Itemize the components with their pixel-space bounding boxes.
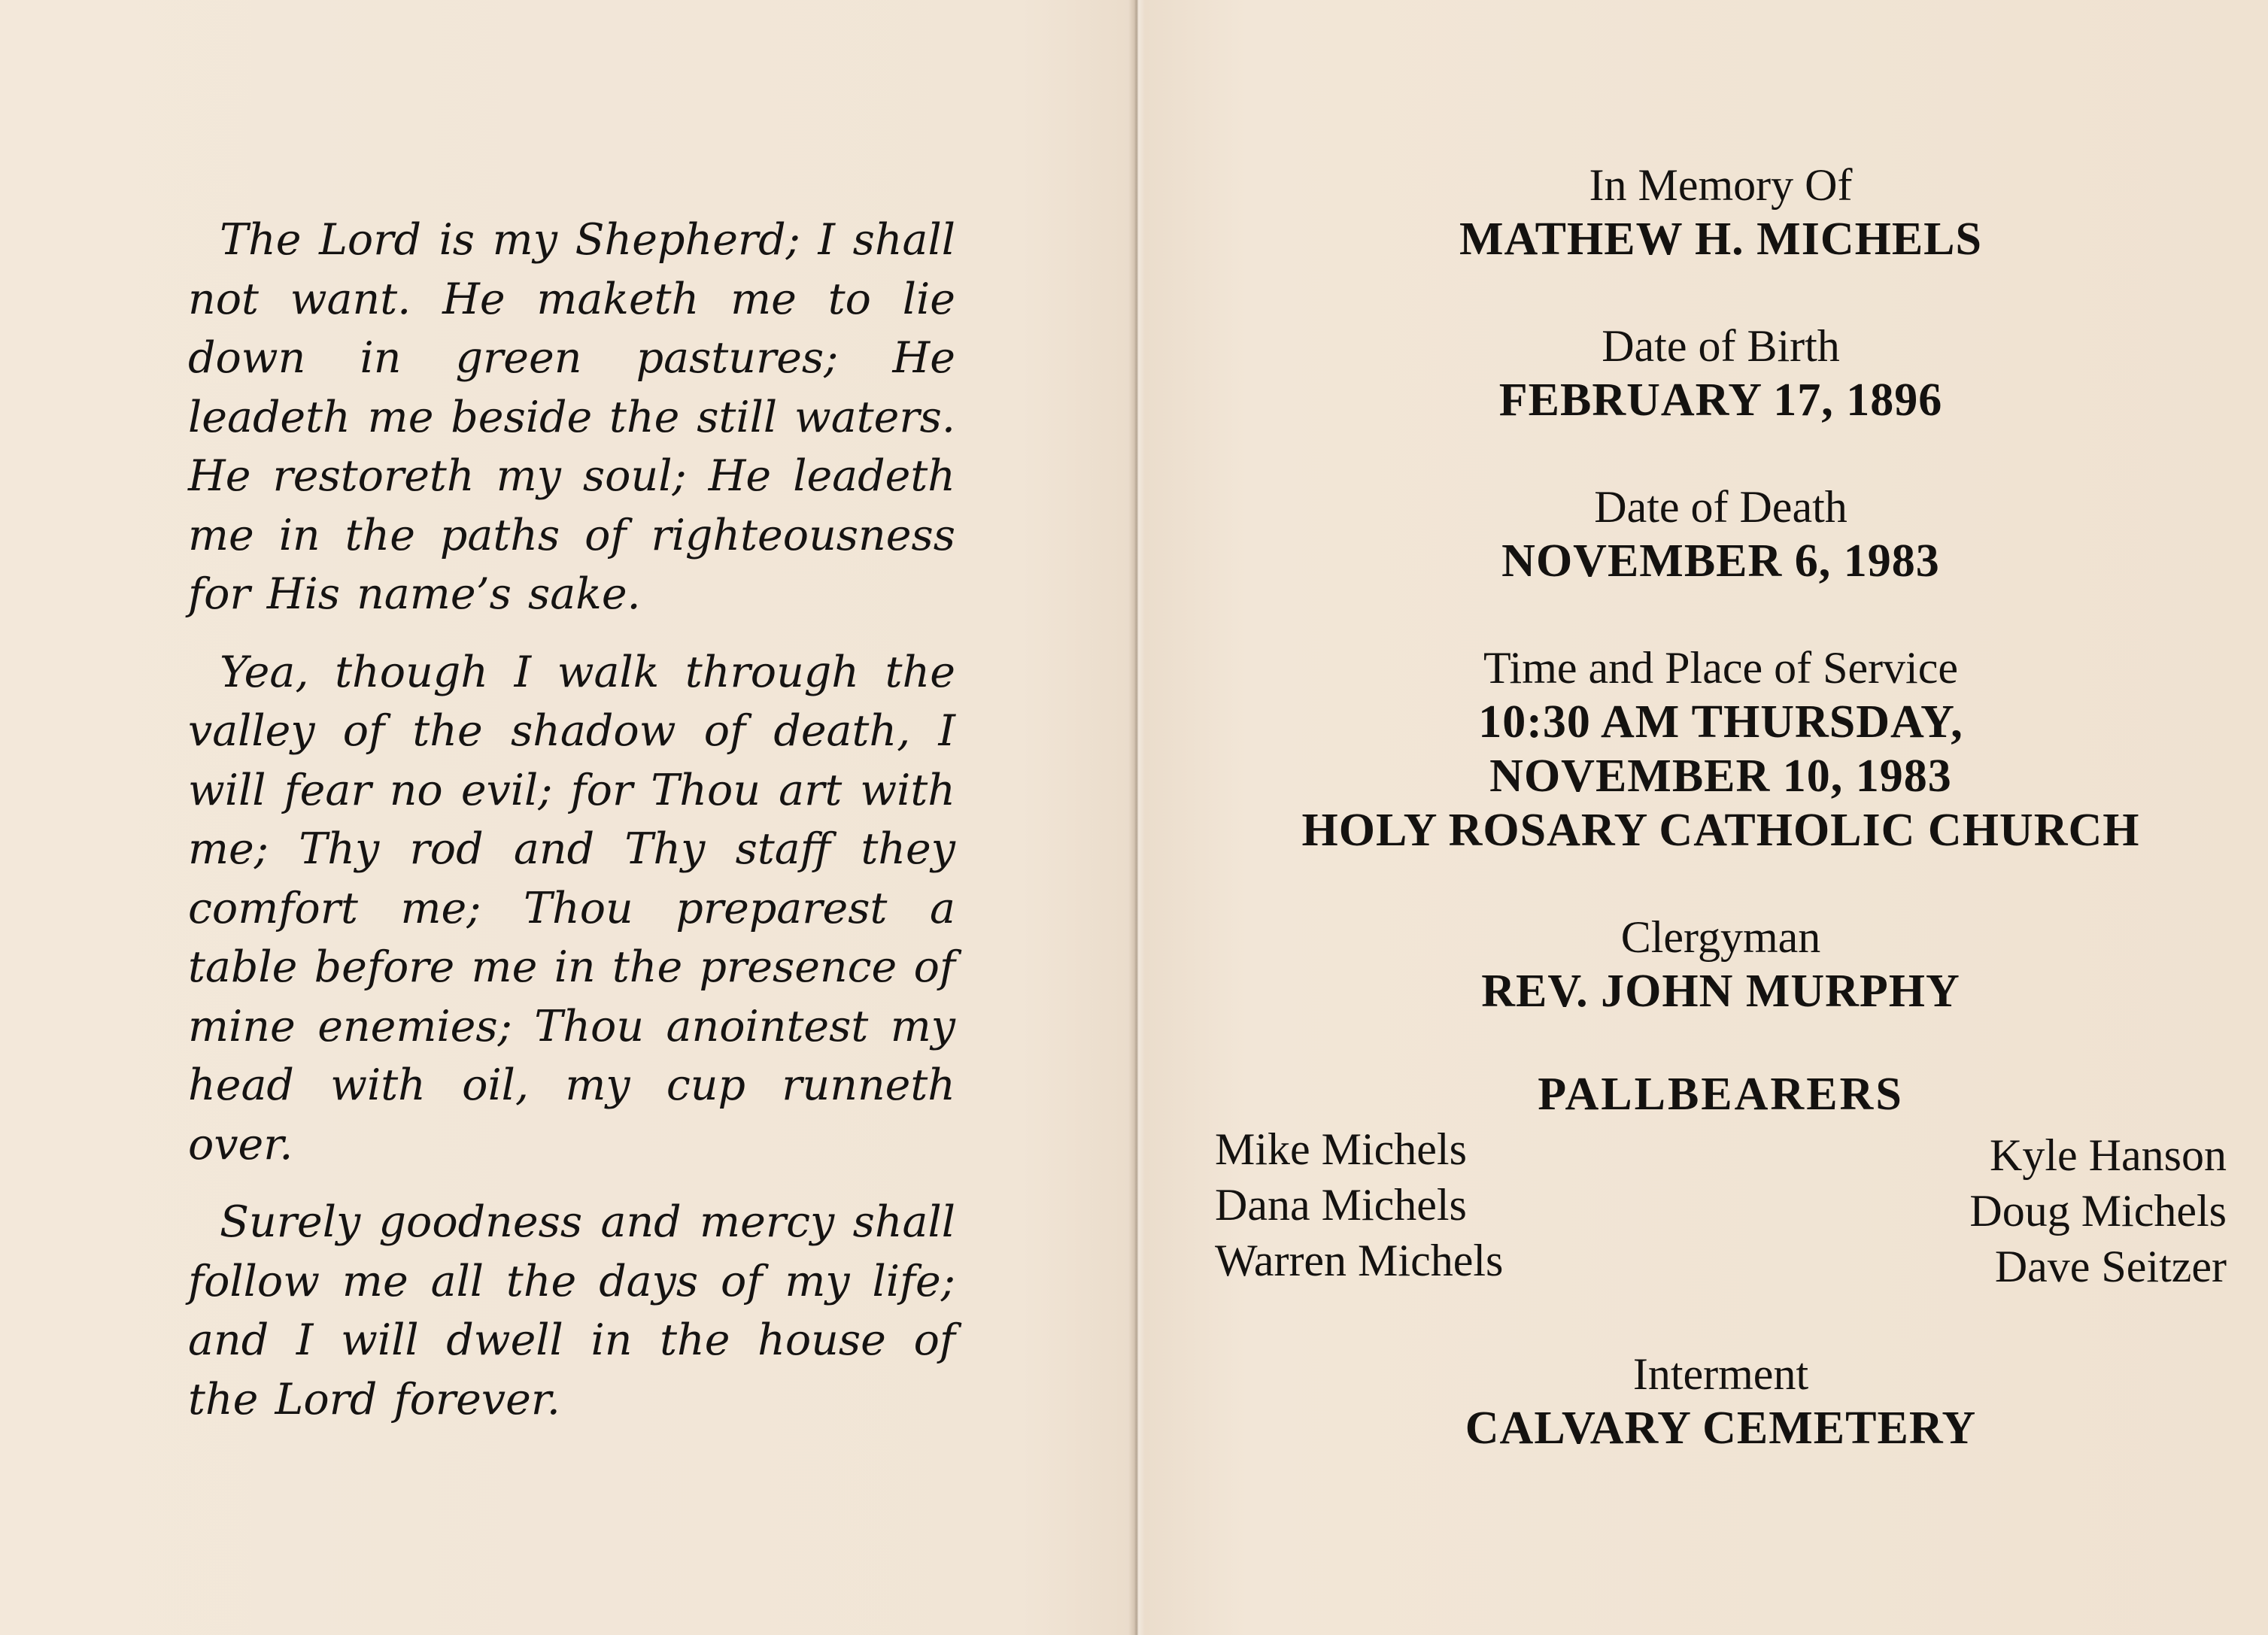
psalm-paragraph-2: Yea, though I walk through the valley of the shadow of death, I will fear no evil; for Thou art with me; Thy rod and Thy staff they comfort me; Thou preparest a table before me in the presence of mine enemies; Thou anointest my head with oil, my cup runneth over.	[188, 647, 955, 1169]
pallbearers-list	[1215, 1121, 2227, 1294]
pallbearers-heading: PALLBEARERS	[1538, 1069, 1904, 1120]
death-section	[1215, 480, 2227, 588]
service-time: 10:30 AM THURSDAY,	[1478, 696, 1963, 748]
pallbearer-name: Kyle Hanson	[1990, 1130, 2227, 1180]
interment-place: CALVARY CEMETERY	[1465, 1403, 1977, 1454]
clergy-name: REV. JOHN MURPHY	[1481, 966, 1960, 1017]
pallbearers-section	[1215, 1067, 2227, 1294]
clergy-label: Clergyman	[1620, 912, 1821, 962]
card-fold	[1128, 0, 1145, 1635]
birth-label: Date of Birth	[1602, 321, 1840, 371]
interment-label: Interment	[1632, 1349, 1809, 1399]
pallbearers-right-column	[1969, 1127, 2227, 1294]
pallbearer-name: Dana Michels	[1215, 1180, 1467, 1230]
death-date: NOVEMBER 6, 1983	[1501, 535, 1940, 587]
pallbearer-name: Mike Michels	[1215, 1124, 1467, 1174]
birth-date: FEBRUARY 17, 1896	[1498, 375, 1943, 426]
psalm-paragraph-1: The Lord is my Shepherd; I shall not want. He maketh me to lie down in green pastures; He leadeth me beside the still waters. He restoreth my soul; He leadeth me in the paths of righteousness for His name’s sake.	[188, 215, 955, 619]
deceased-name: MATHEW H. MICHELS	[1459, 214, 1983, 265]
death-label: Date of Death	[1594, 482, 1847, 532]
pallbearer-name: Warren Michels	[1215, 1236, 1504, 1285]
clergy-section	[1215, 910, 2227, 1018]
service-label: Time and Place of Service	[1483, 643, 1958, 693]
pallbearers-left-column	[1215, 1121, 1503, 1294]
birth-section	[1215, 319, 2227, 427]
memory-section	[1215, 158, 2227, 266]
pallbearer-name: Dave Seitzer	[1994, 1242, 2227, 1291]
memory-label: In Memory Of	[1589, 160, 1853, 210]
service-date: NOVEMBER 10, 1983	[1489, 751, 1952, 802]
left-page-psalm	[188, 211, 955, 1448]
service-place: HOLY ROSARY CATHOLIC CHURCH	[1301, 805, 2140, 856]
service-section	[1215, 641, 2227, 857]
pallbearer-name: Doug Michels	[1969, 1186, 2227, 1236]
right-page-details	[1215, 158, 2227, 1455]
interment-section	[1215, 1347, 2227, 1455]
psalm-paragraph-3: Surely goodness and mercy shall follow me all the days of my life; and I will dwell in the house of the Lord forever.	[188, 1197, 955, 1424]
